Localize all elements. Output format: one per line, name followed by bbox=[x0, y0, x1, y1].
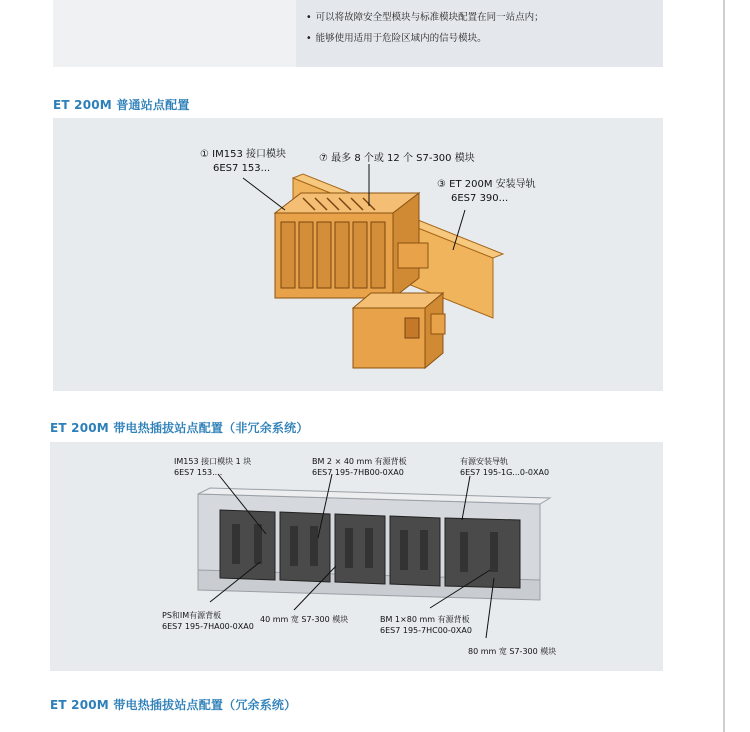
callout-im153-order: 6ES7 153.... bbox=[174, 468, 223, 477]
info-bullet: • 可以将故障安全型模块与标准模块配置在同一站点内； bbox=[306, 9, 544, 23]
hot-swap-nonredundant-figure bbox=[50, 442, 663, 671]
callout-rail-title: ③ ET 200M 安装导轨 bbox=[437, 179, 536, 190]
page-edge-rule bbox=[723, 0, 725, 732]
section-heading-hot-swap-nonredundant: ET 200M 带电热插拔站点配置（非冗余系统） bbox=[50, 421, 309, 435]
callout-40mm-module: 40 mm 宽 S7-300 模块 bbox=[260, 615, 349, 624]
callout-80mm-module: 80 mm 宽 S7-300 模块 bbox=[468, 647, 557, 656]
callout-im153-qty: IM153 接口模块 1 块 bbox=[174, 457, 252, 466]
callout-im153-title: ① IM153 接口模块 bbox=[200, 149, 286, 160]
callout-ps-im-backplane-title: PS和IM有源背板 bbox=[162, 611, 222, 620]
callout-ps-im-backplane-order: 6ES7 195-7HA00-0XA0 bbox=[162, 622, 254, 631]
callout-bm1x80-order: 6ES7 195-7HC00-0XA0 bbox=[380, 626, 472, 635]
info-box bbox=[296, 0, 663, 67]
standard-config-figure bbox=[53, 118, 663, 391]
callout-rail-order: 6ES7 390... bbox=[451, 193, 509, 204]
section-heading-hot-swap-redundant: ET 200M 带电热插拔站点配置（冗余系统） bbox=[50, 698, 297, 712]
callout-active-rail-order: 6ES7 195-1G...0-0XA0 bbox=[460, 468, 550, 477]
info-box-left-margin bbox=[53, 0, 296, 67]
section-heading-standard-config: ET 200M 普通站点配置 bbox=[53, 98, 190, 112]
callout-bm2x40-order: 6ES7 195-7HB00-0XA0 bbox=[312, 468, 404, 477]
callout-im153-order: 6ES7 153... bbox=[213, 163, 271, 174]
callout-active-rail-title: 有源安装导轨 bbox=[460, 457, 508, 466]
info-bullet: • 能够使用适用于危险区域内的信号模块。 bbox=[306, 30, 487, 44]
callout-bm1x80-title: BM 1×80 mm 有源背板 bbox=[380, 615, 470, 624]
callout-s7300-modules: ⑦ 最多 8 个或 12 个 S7-300 模块 bbox=[319, 153, 475, 164]
callout-bm2x40-title: BM 2 × 40 mm 有源背板 bbox=[312, 457, 407, 466]
